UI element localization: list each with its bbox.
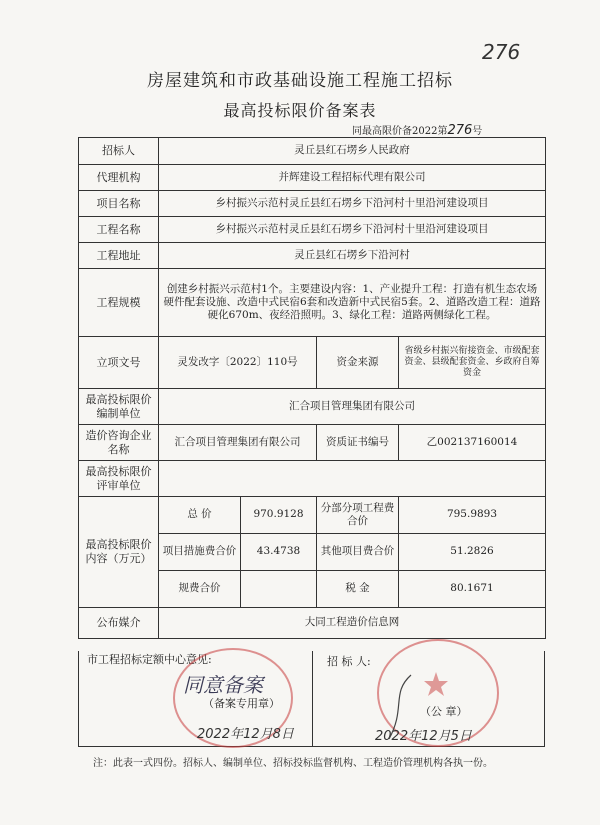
handwritten-number: 276 <box>482 40 521 64</box>
cert-value: 乙002137160014 <box>399 425 546 461</box>
signature-area <box>78 651 545 747</box>
tenderer-label: 招标人 <box>79 138 159 165</box>
fund-value: 省级乡村振兴衔接资金、市级配套资金、县级配套资金、乡政府自筹资金 <box>399 337 546 389</box>
right-seal-caption: （公 章） <box>420 705 468 718</box>
left-sig-heading: 市工程招标定额中心意见: <box>87 653 212 666</box>
ref-num: 276 <box>447 123 473 138</box>
compiler-value: 汇合项目管理集团有限公司 <box>159 389 546 425</box>
cert-label: 资质证书编号 <box>317 425 399 461</box>
consultant-label: 造价咨询企业名称 <box>79 425 159 461</box>
media-value: 大同工程造价信息网 <box>159 608 546 639</box>
sub-label: 分部分项工程费合价 <box>317 497 399 534</box>
reviewer-label: 最高投标限价评审单位 <box>79 461 159 497</box>
media-label: 公布媒介 <box>79 608 159 639</box>
signature-divider <box>312 651 313 746</box>
measure-label: 项目措施费合价 <box>159 534 241 571</box>
site-label: 工程地址 <box>79 243 159 269</box>
fee-value <box>241 571 317 608</box>
site-value: 灵丘县红石塄乡下沿河村 <box>159 243 546 269</box>
scale-value: 创建乡村振兴示范村1个。主要建设内容：1、产业提升工程：打造有机生态农场硬件配套设施、改造中式民宿6套和改造新中式民宿5套。2、道路改造工程：道路硬化670m、夜经沿照明。3、绿化工程：道路两侧绿化工程。 <box>159 269 546 337</box>
reference-number <box>352 122 482 138</box>
right-sig-date: 2022年12月5日 <box>375 729 472 744</box>
fee-label: 规费合价 <box>159 571 241 608</box>
fund-label: 资金来源 <box>317 337 399 389</box>
left-sig-date: 2022年12月8日 <box>197 727 294 742</box>
other-value: 51.2826 <box>399 534 546 571</box>
right-sig-heading: 招 标 人: <box>327 655 371 668</box>
ref-prefix: 同最高限价备2022第 <box>352 126 448 137</box>
sub-value: 795.9893 <box>399 497 546 534</box>
project-name-value: 乡村振兴示范村灵丘县红石塄乡下沿河村十里沿河建设项目 <box>159 191 546 217</box>
tax-value: 80.1671 <box>399 571 546 608</box>
total-label: 总 价 <box>159 497 241 534</box>
approval-handwriting: 同意备案 <box>183 673 263 697</box>
reviewer-value <box>159 461 546 497</box>
left-seal-caption: （备案专用章） <box>203 697 280 710</box>
tax-label: 税 金 <box>317 571 399 608</box>
works-name-value: 乡村振兴示范村灵丘县红石塄乡下沿河村十里沿河建设项目 <box>159 217 546 243</box>
record-table <box>78 137 546 639</box>
page-subtitle: 最高投标限价备案表 <box>223 101 377 120</box>
consultant-value: 汇合项目管理集团有限公司 <box>159 425 317 461</box>
page-title: 房屋建筑和市政基础设施工程施工招标 <box>147 71 453 91</box>
agency-value: 并辉建设工程招标代理有限公司 <box>159 165 546 191</box>
approval-label: 立项文号 <box>79 337 159 389</box>
ref-suffix: 号 <box>472 126 483 137</box>
works-name-label: 工程名称 <box>79 217 159 243</box>
other-label: 其他项目费合价 <box>317 534 399 571</box>
compiler-label: 最高投标限价编制单位 <box>79 389 159 425</box>
footnote: 注：此表一式四份。招标人、编制单位、招标投标监督机构、工程造价管理机构各执一份。 <box>93 758 493 769</box>
tenderer-seal-star <box>423 671 449 697</box>
agency-label: 代理机构 <box>79 165 159 191</box>
limit-label: 最高投标限价内容（万元） <box>79 497 159 608</box>
project-name-label: 项目名称 <box>79 191 159 217</box>
scale-label: 工程规模 <box>79 269 159 337</box>
measure-value: 43.4738 <box>241 534 317 571</box>
total-value: 970.9128 <box>241 497 317 534</box>
tenderer-value: 灵丘县红石塄乡人民政府 <box>159 138 546 165</box>
approval-value: 灵发改字〔2022〕110号 <box>159 337 317 389</box>
signature-stroke <box>381 673 421 743</box>
